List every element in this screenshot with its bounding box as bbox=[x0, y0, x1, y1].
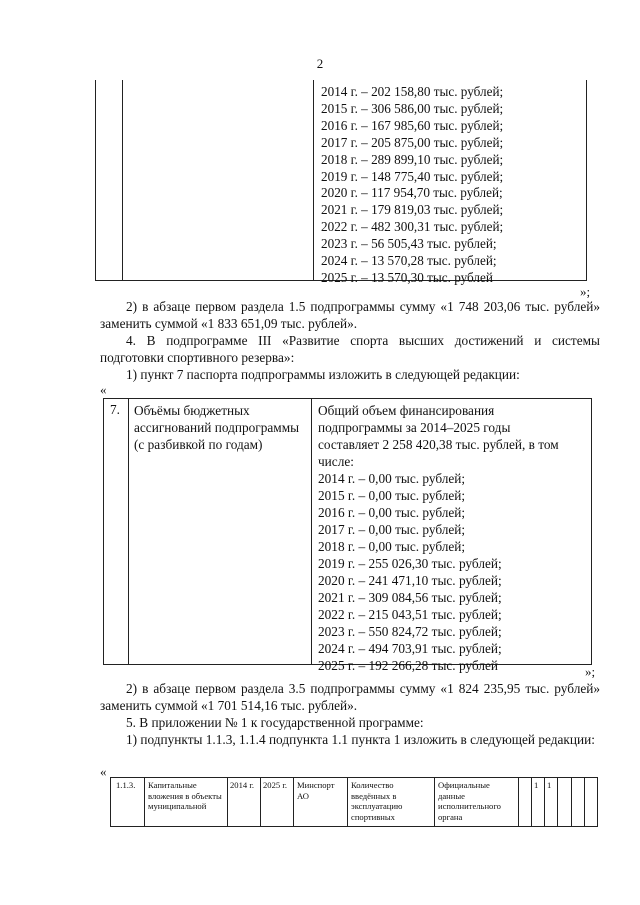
table-divider bbox=[544, 778, 545, 826]
table-divider bbox=[122, 80, 123, 280]
list-item: 2022 г. – 482 300,31 тыс. рублей; bbox=[321, 219, 504, 235]
list-item: 2018 г. – 289 899,10 тыс. рублей; bbox=[321, 151, 504, 167]
table-divider bbox=[518, 778, 519, 826]
table-divider bbox=[311, 399, 312, 664]
paragraph-amendment-1-5: 2) в абзаце первом раздела 1.5 подпрограммы сумму «1 748 203,06 тыс. рублей» заменить суммой «1 833 651,09 тыс. рублей». bbox=[100, 299, 600, 331]
table-divider bbox=[557, 778, 558, 826]
list-item: 2014 г. – 202 158,80 тыс. рублей; bbox=[321, 84, 504, 99]
page-number: 2 bbox=[316, 56, 324, 71]
list-item: 2023 г. – 550 824,72 тыс. рублей; bbox=[318, 624, 502, 639]
paragraph-amendment-3-5: 2) в абзаце первом раздела 3.5 подпрограммы сумму «1 824 235,95 тыс. рублей» заменить суммой «1 701 514,16 тыс. рублей». bbox=[100, 681, 600, 713]
closing-quote: »; bbox=[585, 664, 596, 679]
funding-table-continuation bbox=[95, 80, 587, 285]
list-item: 2014 г. – 0,00 тыс. рублей; bbox=[318, 471, 466, 486]
list-item: 2021 г. – 179 819,03 тыс. рублей; bbox=[321, 202, 504, 218]
appendix-table bbox=[110, 777, 598, 827]
data-source: Официальные данные исполнительного органа bbox=[438, 780, 501, 822]
table-divider bbox=[144, 778, 145, 826]
table-divider bbox=[531, 778, 532, 826]
funding-details-list bbox=[318, 402, 588, 674]
row-number: 1.1.3. bbox=[116, 780, 136, 790]
list-item: 2017 г. – 0,00 тыс. рублей; bbox=[318, 522, 466, 537]
table-divider bbox=[571, 778, 572, 826]
executor: Минспорт АО bbox=[297, 780, 335, 801]
opening-quote: « bbox=[100, 382, 107, 397]
closing-quote: »; bbox=[580, 284, 591, 299]
table-divider bbox=[584, 778, 585, 826]
list-item: 2022 г. – 215 043,51 тыс. рублей; bbox=[318, 607, 502, 622]
list-item: Общий объем финансирования bbox=[318, 403, 495, 418]
list-item: 2025 г. – 13 570,30 тыс. рублей bbox=[321, 269, 493, 285]
list-item: 2019 г. – 148 775,40 тыс. рублей; bbox=[321, 168, 504, 184]
year-end: 2025 г. bbox=[263, 780, 288, 790]
list-item: составляет 2 258 420,38 тыс. рублей, в том bbox=[318, 437, 559, 452]
list-item: 2015 г. – 0,00 тыс. рублей; bbox=[318, 488, 466, 503]
row-name: Капитальные вложения в объекты муниципальной bbox=[148, 780, 222, 811]
year-start: 2014 г. bbox=[230, 780, 255, 790]
list-item: 2024 г. – 13 570,28 тыс. рублей; bbox=[321, 253, 497, 269]
item-name: Объёмы бюджетных ассигнований подпрограммы (с разбивкой по годам) bbox=[134, 403, 300, 452]
funding-years-list bbox=[321, 84, 503, 287]
item-number: 7. bbox=[110, 402, 120, 417]
paragraph-subprogram-3: 4. В подпрограмме III «Развитие спорта высших достижений и системы подготовки спортивного резерва»: bbox=[100, 333, 600, 365]
list-item: 2024 г. – 494 703,91 тыс. рублей; bbox=[318, 641, 502, 656]
list-item: 2020 г. – 241 471,10 тыс. рублей; bbox=[318, 573, 502, 588]
opening-quote: « bbox=[100, 764, 107, 779]
list-item: 2016 г. – 167 985,60 тыс. рублей; bbox=[321, 117, 504, 133]
list-item: 2021 г. – 309 084,56 тыс. рублей; bbox=[318, 590, 502, 605]
table-divider bbox=[313, 80, 314, 280]
table-divider bbox=[260, 778, 261, 826]
value-cell: 1 bbox=[547, 780, 552, 790]
table-divider bbox=[128, 399, 129, 664]
value-cell: 1 bbox=[534, 780, 539, 790]
list-item: 2018 г. – 0,00 тыс. рублей; bbox=[318, 539, 466, 554]
table-divider bbox=[434, 778, 435, 826]
paragraph-item-7: 1) пункт 7 паспорта подпрограммы изложить в следующей редакции: bbox=[126, 367, 520, 382]
table-divider bbox=[293, 778, 294, 826]
list-item: 2020 г. – 117 954,70 тыс. рублей; bbox=[321, 185, 503, 201]
list-item: 2019 г. – 255 026,30 тыс. рублей; bbox=[318, 556, 502, 571]
list-item: 2015 г. – 306 586,00 тыс. рублей; bbox=[321, 100, 504, 116]
list-item: 2023 г. – 56 505,43 тыс. рублей; bbox=[321, 236, 497, 252]
table-divider bbox=[227, 778, 228, 826]
paragraph-subitems: 1) подпункты 1.1.3, 1.1.4 подпункта 1.1 пункта 1 изложить в следующей редакции: bbox=[126, 732, 595, 747]
list-item: 2025 г. – 192 266,28 тыс. рублей bbox=[318, 658, 498, 673]
table-divider bbox=[347, 778, 348, 826]
paragraph-appendix-1: 5. В приложении № 1 к государственной программе: bbox=[126, 715, 424, 730]
list-item: 2016 г. – 0,00 тыс. рублей; bbox=[318, 505, 466, 520]
list-item: 2017 г. – 205 875,00 тыс. рублей; bbox=[321, 134, 504, 150]
list-item: подпрограммы за 2014–2025 годы bbox=[318, 420, 511, 435]
passport-item-7-table bbox=[103, 398, 592, 673]
indicator: Количество введённых в эксплуатацию спортивных bbox=[351, 780, 403, 822]
list-item: числе: bbox=[318, 454, 354, 469]
